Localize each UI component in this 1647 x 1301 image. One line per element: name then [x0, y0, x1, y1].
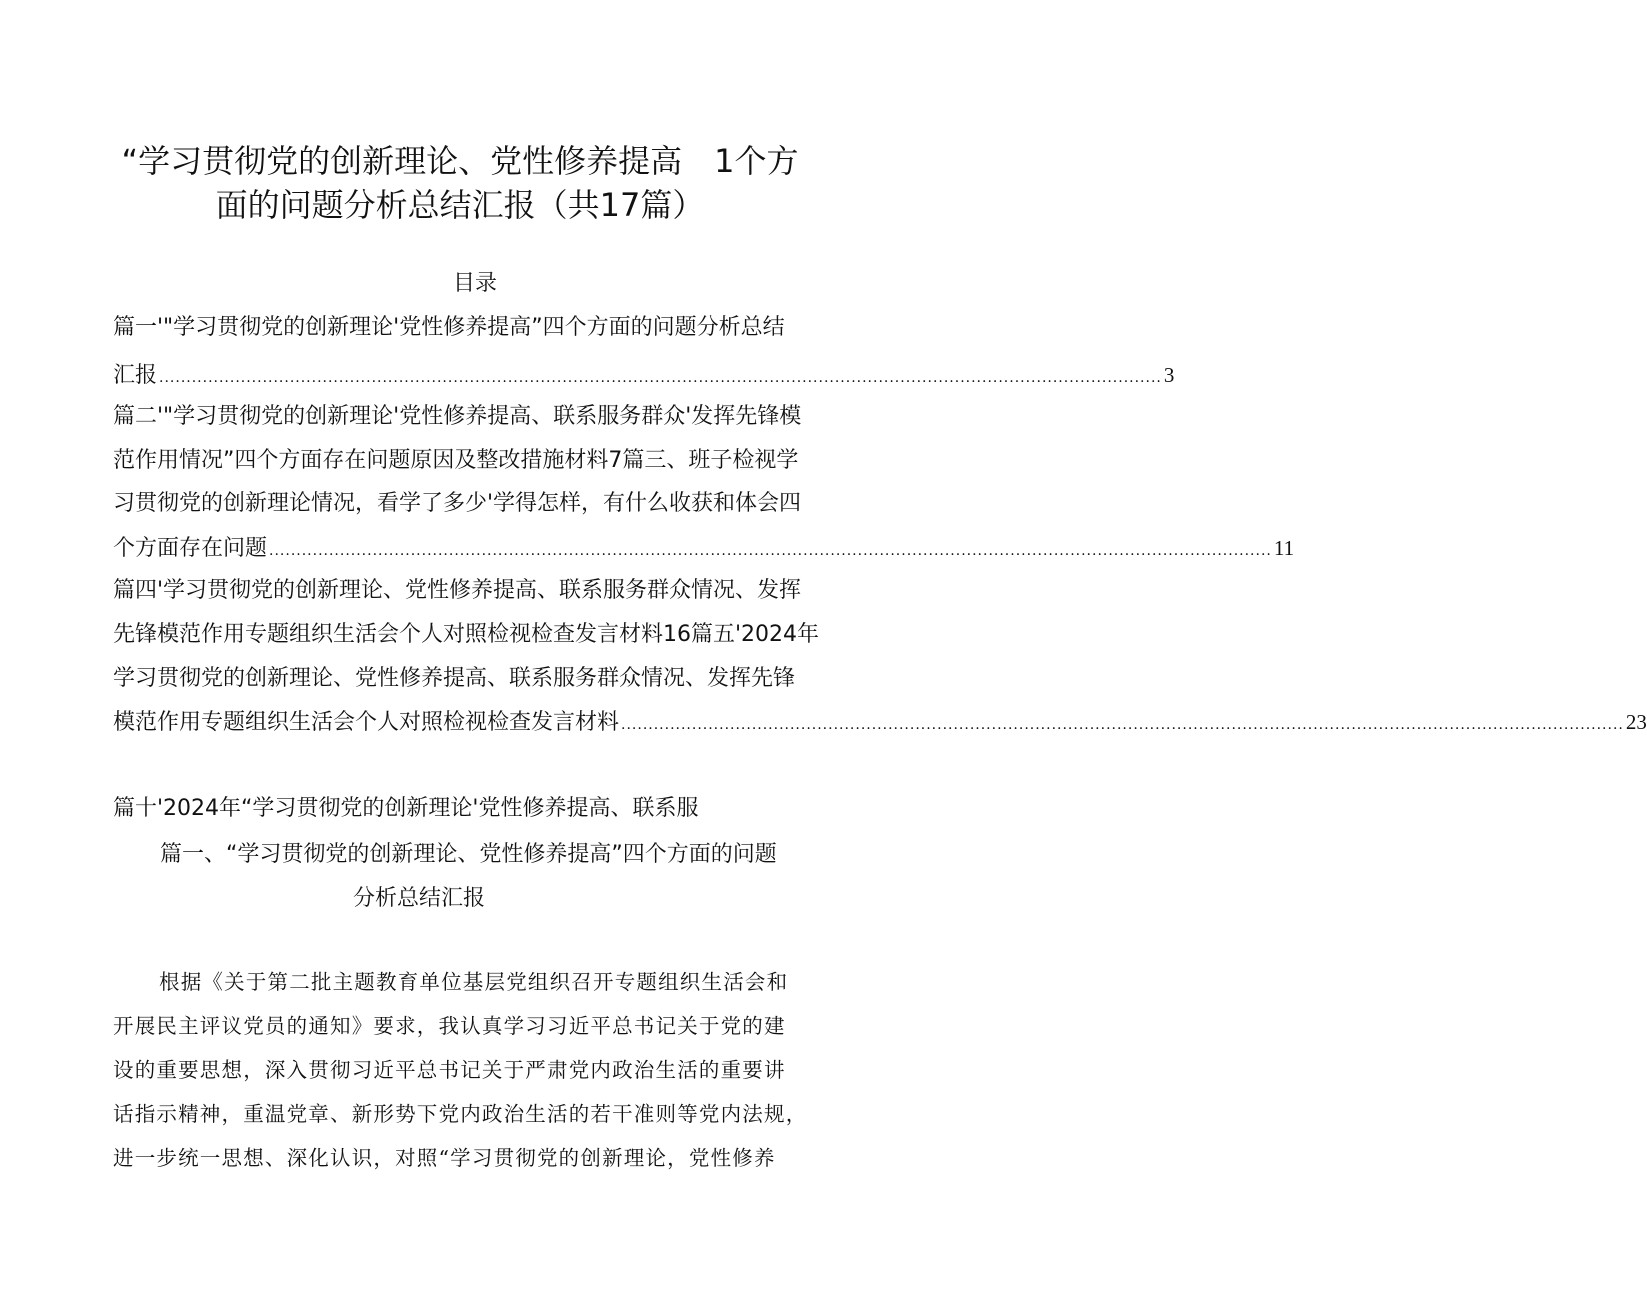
dot-leader: ........................................................................................................................................................................................ [621, 717, 1624, 733]
toc-entry-line[interactable] [113, 707, 1647, 740]
toc-entry-line[interactable]: 习贯彻党的创新理论情况，看学了多少'学得怎样，有什么收获和体会四 [113, 491, 802, 516]
dot-leader: ........................................................................................................................................................................................ [269, 543, 1272, 559]
section-title-line-1: 篇一、“学习贯彻党的创新理论、党性修养提高”四个方面的问题 [160, 842, 777, 867]
toc-entry-text: 个方面存在问题 [113, 536, 268, 561]
body-paragraph-line: 根据《关于第二批主题教育单位基层党组织召开专题组织生活会和 [159, 970, 789, 994]
toc-entry-line[interactable]: 先锋模范作用专题组织生活会个人对照检视检查发言材料16篇五'2024年 [113, 622, 820, 647]
toc-page-number: 23 [1625, 710, 1647, 734]
toc-entry-text: 汇报 [113, 363, 158, 388]
toc-entry-text: 模范作用专题组织生活会个人对照检视检查发言材料 [113, 710, 620, 735]
toc-entry-line[interactable]: 范作用情况”四个方面存在问题原因及整改措施材料7篇三、班子检视学 [113, 448, 799, 473]
toc-entry-line[interactable]: 学习贯彻党的创新理论、党性修养提高、联系服务群众情况、发挥先锋 [113, 666, 796, 691]
document-title-line-1: “学习贯彻党的创新理论、党性修养提高 1个方 [121, 142, 799, 180]
toc-heading: 目录 [452, 271, 497, 296]
toc-entry-line[interactable] [113, 360, 1175, 393]
toc-page-number: 11 [1273, 536, 1295, 560]
section-title-line-2: 分析总结汇报 [353, 886, 486, 911]
toc-entry-line[interactable]: 篇四'学习贯彻党的创新理论、党性修养提高、联系服务群众情况、发挥 [113, 578, 802, 603]
body-paragraph-line: 话指示精神，重温党章、新形势下党内政治生活的若干准则等党内法规， [113, 1102, 808, 1126]
document-title-line-2: 面的问题分析总结汇报（共17篇） [215, 186, 705, 224]
body-paragraph-line: 设的重要思想，深入贯彻习近平总书记关于严肃党内政治生活的重要讲 [113, 1058, 786, 1082]
toc-entry-line[interactable]: 篇二'"学习贯彻党的创新理论'党性修养提高、联系服务群众'发挥先锋模 [113, 404, 802, 429]
toc-entry-line[interactable]: 篇十'2024年“学习贯彻党的创新理论'党性修养提高、联系服 [113, 796, 699, 821]
dot-leader: ........................................................................................................................................................................................ [159, 370, 1162, 386]
body-paragraph-line: 开展民主评议党员的通知》要求，我认真学习习近平总书记关于党的建 [113, 1014, 786, 1038]
toc-entry-line[interactable]: 篇一'"学习贯彻党的创新理论'党性修养提高”四个方面的问题分析总结 [113, 315, 785, 340]
body-paragraph-line: 进一步统一思想、深化认识，对照“学习贯彻党的创新理论，党性修养 [113, 1146, 776, 1170]
toc-entry-line[interactable] [113, 533, 1295, 566]
toc-page-number: 3 [1163, 363, 1175, 387]
